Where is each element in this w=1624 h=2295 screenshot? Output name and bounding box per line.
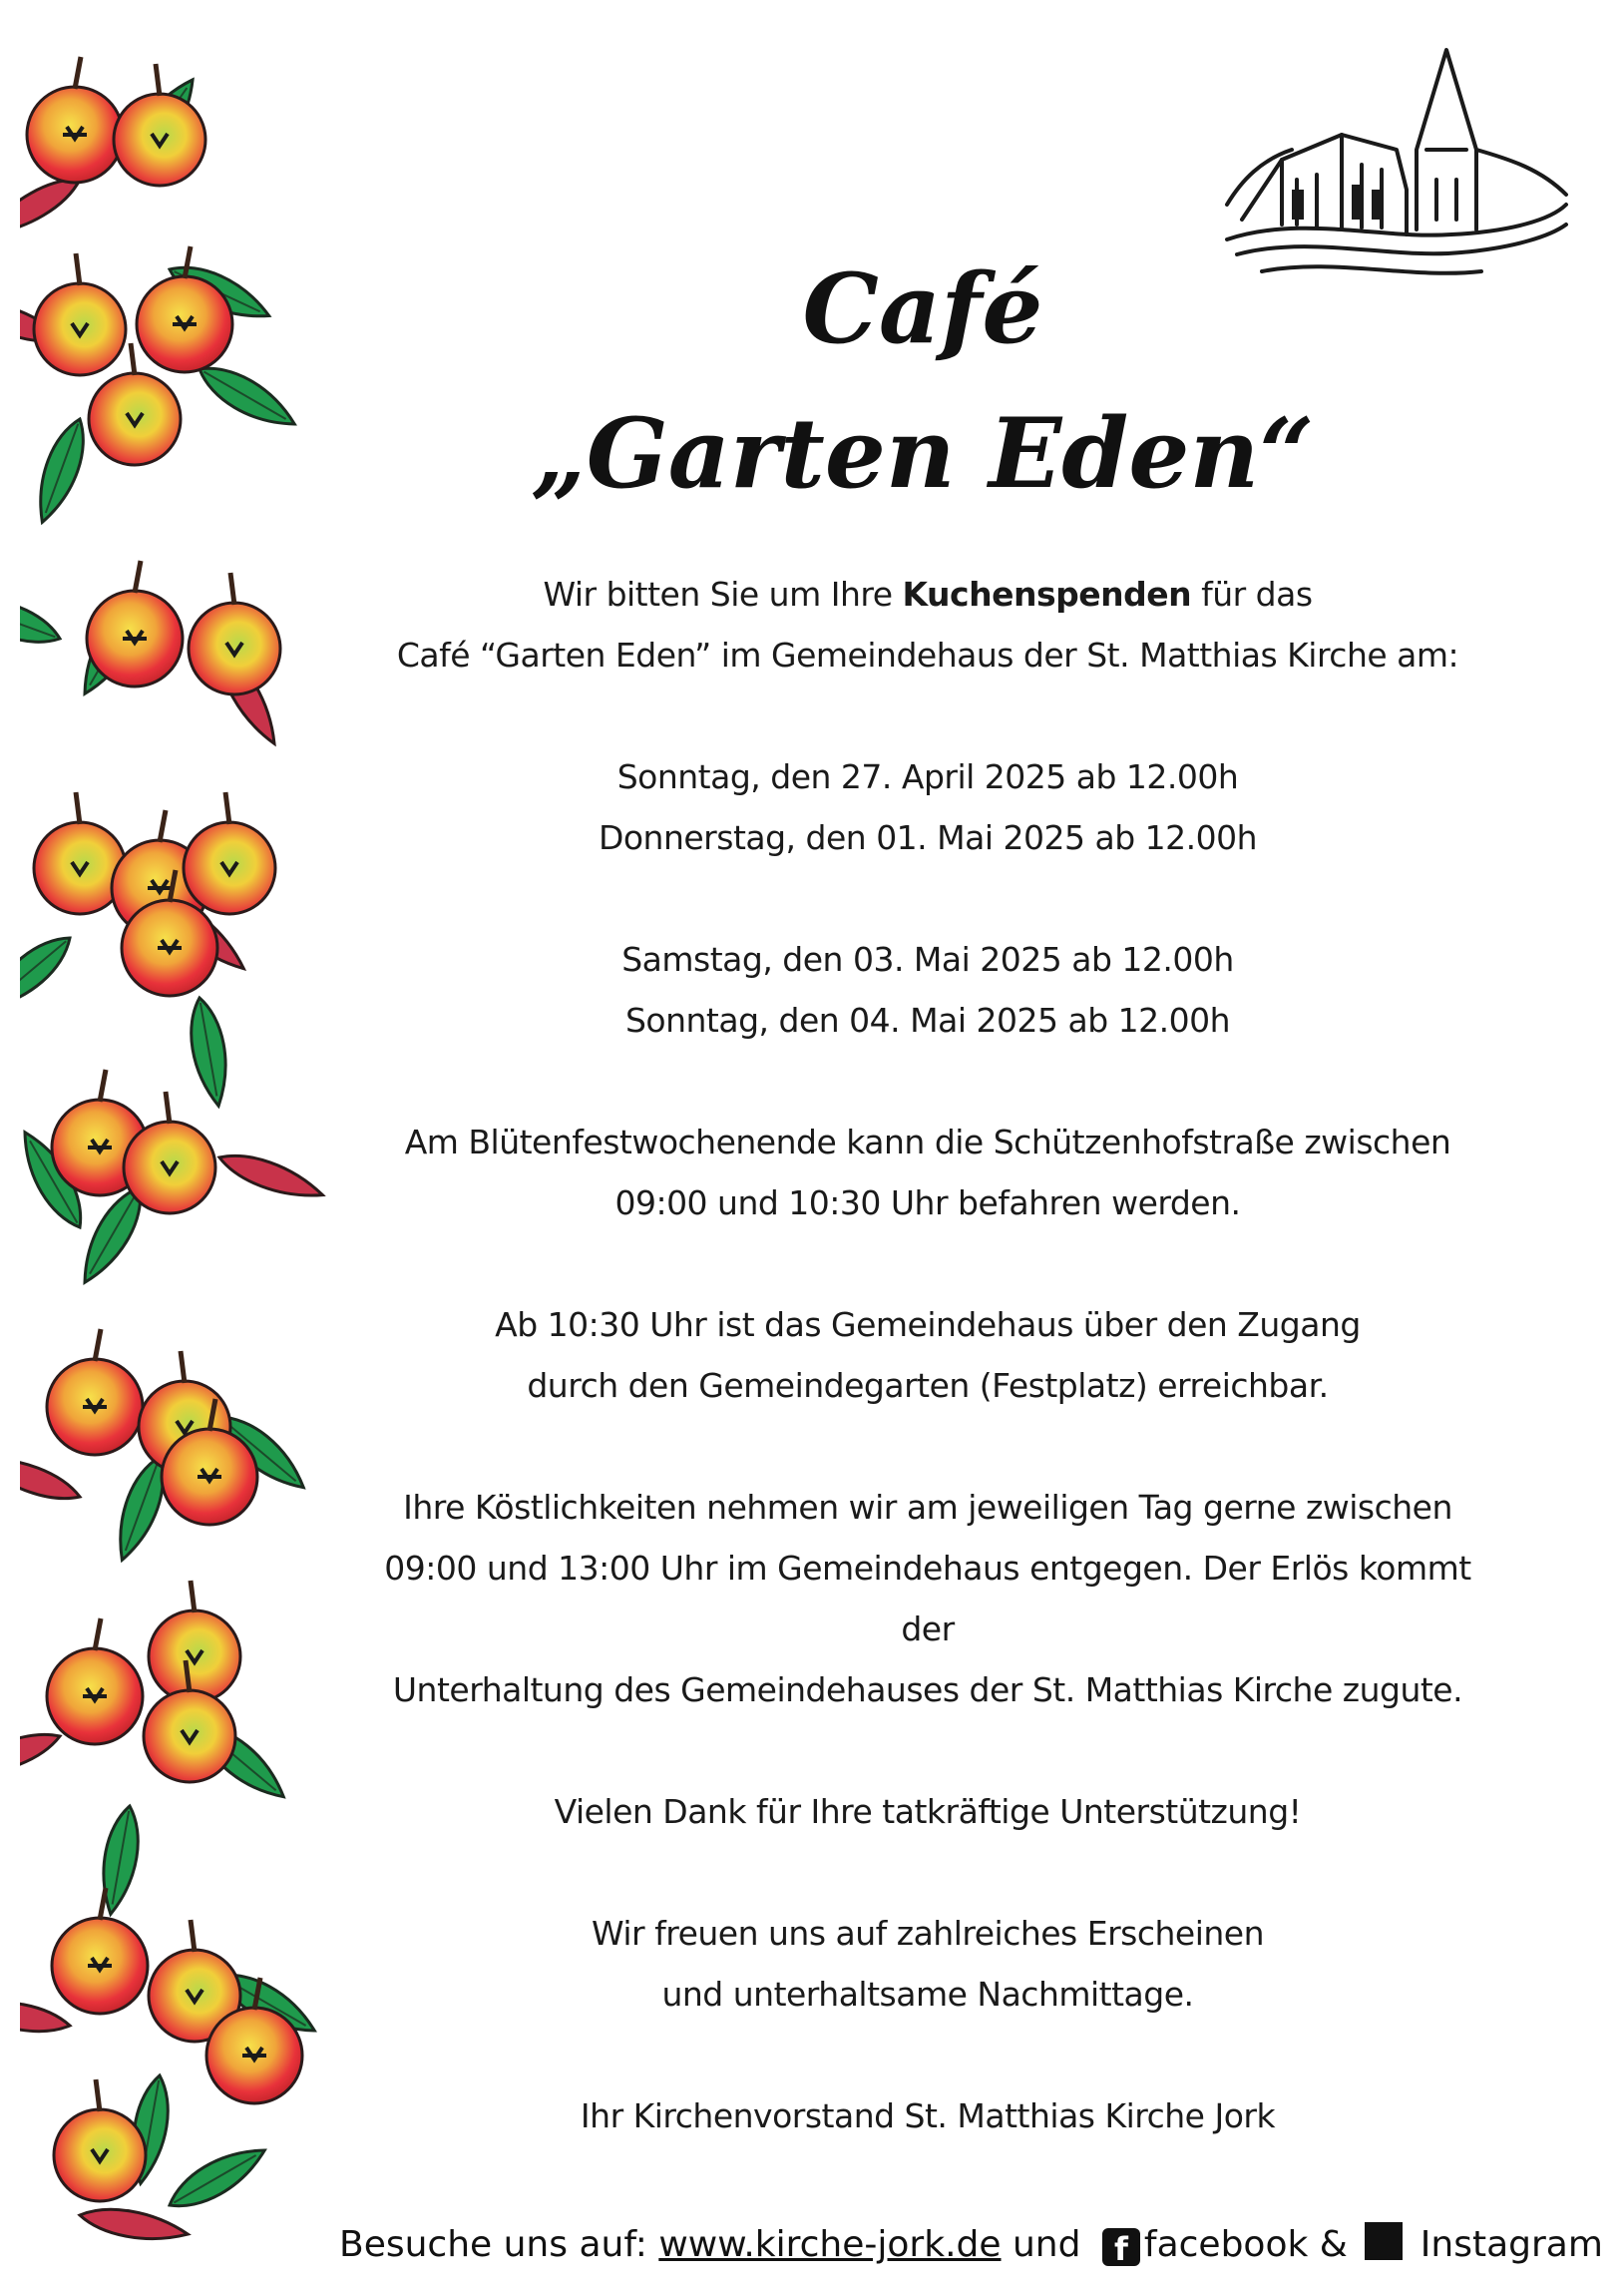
- intro-line-2: Café “Garten Eden” im Gemeindehaus der St. Matthias Kirche am:: [396, 636, 1459, 675]
- road-notice-line: 09:00 und 10:30 Uhr befahren werden.: [614, 1183, 1241, 1222]
- date-item: Sonntag, den 27. April 2025 ab 12.00h: [616, 757, 1239, 796]
- instagram-link[interactable]: Instagram: [1420, 2224, 1603, 2265]
- road-notice: [359, 1112, 1496, 1233]
- delivery-notice-line: Ihre Köstlichkeiten nehmen wir am jeweiligen Tag gerne zwischen: [403, 1488, 1452, 1527]
- dates-block-2: [359, 929, 1496, 1051]
- title-garten-eden: „Garten Eden“: [531, 397, 1315, 510]
- title-cafe: Café: [802, 252, 1043, 365]
- thanks-line: Vielen Dank für Ihre tatkräftige Unterstützung!: [554, 1792, 1302, 1831]
- date-item: Donnerstag, den 01. Mai 2025 ab 12.00h: [598, 818, 1258, 857]
- intro-text-after: für das: [1201, 575, 1313, 614]
- closing-line: Wir freuen uns auf zahlreiches Erscheinen: [591, 1914, 1265, 1953]
- date-item: Samstag, den 03. Mai 2025 ab 12.00h: [621, 940, 1234, 979]
- facebook-icon[interactable]: f: [1102, 2228, 1140, 2266]
- access-notice-line: durch den Gemeindegarten (Festplatz) erreichbar.: [527, 1366, 1329, 1405]
- access-notice-line: Ab 10:30 Uhr ist das Gemeindehaus über den Zugang: [495, 1305, 1361, 1344]
- facebook-link[interactable]: facebook &: [1143, 2224, 1348, 2265]
- website-link[interactable]: www.kirche-jork.de: [658, 2224, 1002, 2265]
- date-item: Sonntag, den 04. Mai 2025 ab 12.00h: [624, 1001, 1231, 1040]
- delivery-notice-line: Unterhaltung des Gemeindehauses der St. Matthias Kirche zugute.: [392, 1670, 1463, 1709]
- delivery-notice: [359, 1477, 1496, 1720]
- road-notice-line: Am Blütenfestwochenende kann die Schützenhofstraße zwischen: [404, 1123, 1451, 1161]
- dates-block-1: [359, 746, 1496, 868]
- intro-text-before: Wir bitten Sie um Ihre: [543, 575, 893, 614]
- intro-highlight: Kuchenspenden: [902, 575, 1192, 614]
- closing-line: und unterhaltsame Nachmittage.: [661, 1975, 1194, 2014]
- footer: [339, 2220, 1603, 2270]
- access-notice: [359, 1294, 1496, 1416]
- apple-branch-border: [20, 40, 349, 2255]
- instagram-icon[interactable]: [1365, 2222, 1403, 2260]
- delivery-notice-line: 09:00 und 13:00 Uhr im Gemeindehaus entgegen. Der Erlös kommt der: [384, 1549, 1471, 1648]
- signature: Ihr Kirchenvorstand St. Matthias Kirche Jork: [580, 2096, 1276, 2135]
- footer-prefix: Besuche uns auf:: [339, 2224, 647, 2265]
- intro-paragraph: [359, 564, 1496, 686]
- flyer-body: [359, 564, 1496, 2207]
- closing-paragraph: [359, 1903, 1496, 2025]
- footer-and: und: [1012, 2224, 1081, 2265]
